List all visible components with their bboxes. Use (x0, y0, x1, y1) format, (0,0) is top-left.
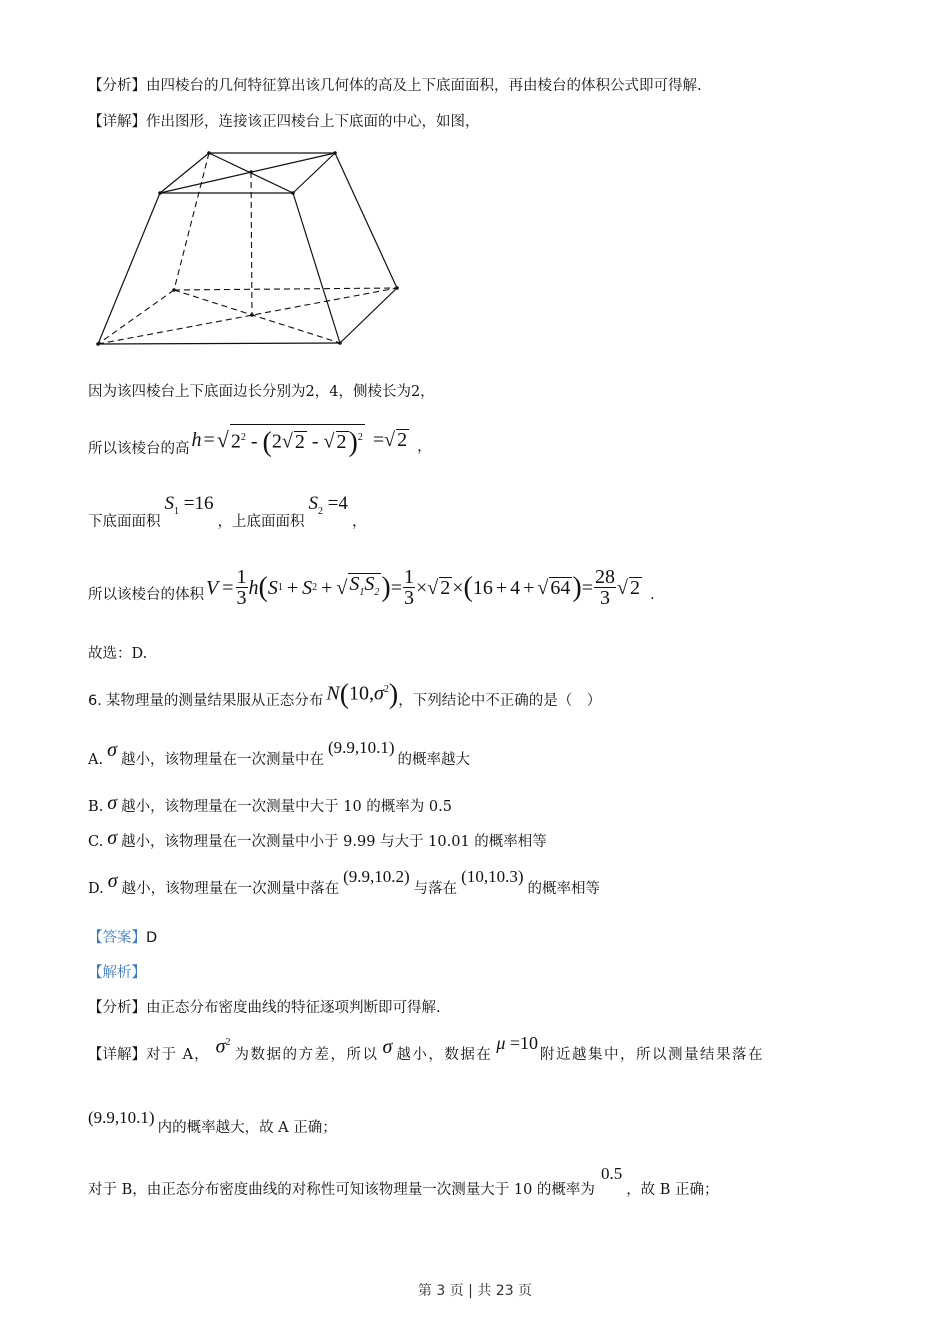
detail-line (88, 113, 480, 131)
analysis-text: 由四棱台的几何特征算出该几何体的高及上下底面面积，再由棱台的体积公式即可得解. (146, 78, 702, 94)
height-line: 所以该棱台的高 h = √ $2^2 - (2√$ 2 - √ 2)$^2$ = √ 2 ， (88, 410, 432, 470)
question-number: 6. (88, 693, 102, 709)
height-prefix: 所以该棱台的高 (88, 441, 190, 457)
answer-value: D (146, 930, 158, 946)
q6-detail-line-3: 对于 B，由正态分布密度曲线的对称性可知该物理量一次测量大于 10 的概率为 0.5 ，故 B 正确； (88, 1164, 719, 1198)
q6-detail-line-2: (9.9,10.1) 内的概率越大，故 A 正确； (88, 1108, 337, 1136)
frustum-figure (85, 140, 415, 360)
height-radicand: $2^2 - (2√$ 2 - √ 2)$^2$ (230, 424, 365, 456)
volume-line: 所以该棱台的体积 V = $\frac{1}{3}$ h ( S 1 + S 2 + √ $S_1S_2$ ) = $\frac{1}{3}$ × √ 2 × ( 16 + 4 + √ 64 ) = $\frac{28}{3}$ √ 2 . (88, 566, 655, 609)
option-c[interactable]: C. σ 越小，该物理量在一次测量中小于 9.99 与大于 10.01 的概率相等 (88, 827, 547, 850)
height-formula: h = √ $2^2 - (2√$ 2 - √ 2)$^2$ = √ 2 (192, 424, 410, 456)
analysis-line (88, 77, 702, 95)
answer-line (88, 929, 157, 947)
page-footer: 第 3 页 | 共 23 页 (417, 1283, 533, 1299)
area-lower-formula: $S_1 =16$ (164, 493, 214, 517)
answer-label: 【答案】 (88, 930, 146, 946)
explain-label: 【解析】 (88, 965, 146, 981)
detail-text: 作出图形，连接该正四棱台上下底面的中心，如图， (146, 114, 480, 130)
q6-detail-line-1: 【详解】 对于 A， $\sigma^2$ 为数据的方差，所以 σ 越小，数据在 μ =10 附近越集中，所以测量结果落在 (88, 1033, 765, 1063)
analysis-label: 【分析】 (88, 78, 146, 94)
option-b[interactable]: B. σ 越小，该物理量在一次测量中大于 10 的概率为 0.5 (88, 792, 452, 815)
area-line: 下底面面积 $S_1 =16$ ，上底面面积 $S_2 =4$ ， (88, 493, 367, 530)
edges-line: 因为该四棱台上下底面边长分别为2，4，侧棱长为2， (88, 384, 435, 400)
option-a[interactable]: A. σ 越小，该物理量在一次测量中在 (9.9,10.1) 的概率越大 (88, 738, 471, 768)
area-upper-formula: $S_2 =4$ (308, 493, 348, 517)
question6-stem: 6. 某物理量的测量结果服从正态分布 $N(10,\sigma^2)$ ，下列结论中不正确的是（ ） (88, 679, 602, 710)
volume-formula: V = $\frac{1}{3}$ h ( S 1 + S 2 + √ $S_1S_2$ ) = $\frac{1}{3}$ × √ 2 × ( 16 + 4 + √ 64 ) = $\frac{28}{3}$ √ 2 (206, 566, 640, 609)
q6-analysis-line: 【分析】由正态分布密度曲线的特征逐项判断即可得解. (88, 1000, 441, 1016)
distribution-formula: $N(10,\sigma^2)$ (326, 679, 399, 710)
option-d[interactable]: D. σ 越小，该物理量在一次测量中落在 (9.9,10.2) 与落在 (10,10.3) 的概率相等 (88, 867, 600, 897)
detail-label: 【详解】 (88, 114, 146, 130)
choice-line: 故选：D. (88, 646, 148, 662)
